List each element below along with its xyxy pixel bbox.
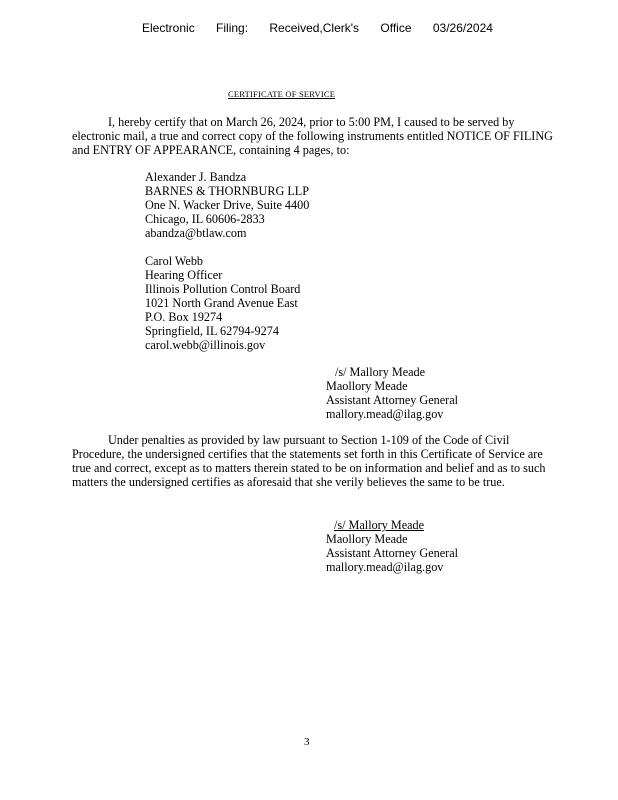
header-received: Received,Clerk's <box>269 21 360 35</box>
certify-paragraph <box>72 115 606 157</box>
recipient-2-city: Springfield, IL 62794-9274 <box>145 324 279 338</box>
certify-line-1: I, hereby certify that on March 26, 2024, prior to 5:00 PM, I caused to be served by <box>108 115 515 129</box>
signature-2-sig: /s/ Mallory Meade <box>334 518 425 532</box>
signature-2-name: Maollory Meade <box>326 532 408 546</box>
recipient-1-street: One N. Wacker Drive, Suite 4400 <box>145 198 310 212</box>
penalty-line-2: Procedure, the undersigned certifies that the statements set forth in this Certificate of Service are <box>72 447 543 461</box>
signature-1-role: Assistant Attorney General <box>326 393 459 407</box>
signature-2-email: mallory.mead@ilag.gov <box>326 560 444 574</box>
header-office: Office <box>380 21 412 35</box>
page-number: 3 <box>304 736 310 748</box>
recipient-2-title: Hearing Officer <box>145 268 223 282</box>
recipient-2-email: carol.webb@illinois.gov <box>145 338 266 352</box>
certify-line-2: electronic mail, a true and correct copy of the following instruments entitled NOTICE OF FILING <box>72 129 553 143</box>
filing-stamp-header <box>142 21 511 35</box>
recipient-2-agency: Illinois Pollution Control Board <box>145 282 301 296</box>
recipient-2-address <box>145 254 300 352</box>
recipient-2-pobox: P.O. Box 19274 <box>145 310 223 324</box>
recipient-2-name: Carol Webb <box>145 254 204 268</box>
recipient-1-email: abandza@btlaw.com <box>145 226 247 240</box>
header-electronic: Electronic <box>142 21 195 35</box>
signature-block-2 <box>326 518 458 574</box>
recipient-1-firm: BARNES & THORNBURG LLP <box>145 184 309 198</box>
header-date: 03/26/2024 <box>432 21 493 35</box>
document-title: CERTIFICATE OF SERVICE <box>228 89 336 99</box>
recipient-2-street: 1021 North Grand Avenue East <box>145 296 298 310</box>
recipient-1-city: Chicago, IL 60606-2833 <box>145 212 265 226</box>
recipient-1-name: Alexander J. Bandza <box>145 170 247 184</box>
signature-1-name: Maollory Meade <box>326 379 408 393</box>
signature-1-sig: /s/ Mallory Meade <box>335 365 426 379</box>
signature-block-1 <box>326 365 458 421</box>
penalty-line-4: matters the undersigned certifies as aforesaid that she verily believes the same to be true. <box>72 475 505 489</box>
certify-line-3: and ENTRY OF APPEARANCE, containing 4 pages, to: <box>72 143 350 157</box>
signature-2-role: Assistant Attorney General <box>326 546 459 560</box>
recipient-1-address <box>145 170 309 240</box>
header-filing: Filing: <box>216 21 249 35</box>
signature-1-email: mallory.mead@ilag.gov <box>326 407 444 421</box>
penalty-paragraph <box>72 433 606 489</box>
penalty-line-1: Under penalties as provided by law pursuant to Section 1-109 of the Code of Civil <box>108 433 510 447</box>
penalty-line-3: true and correct, except as to matters therein stated to be on information and belief and as to such <box>72 461 546 475</box>
